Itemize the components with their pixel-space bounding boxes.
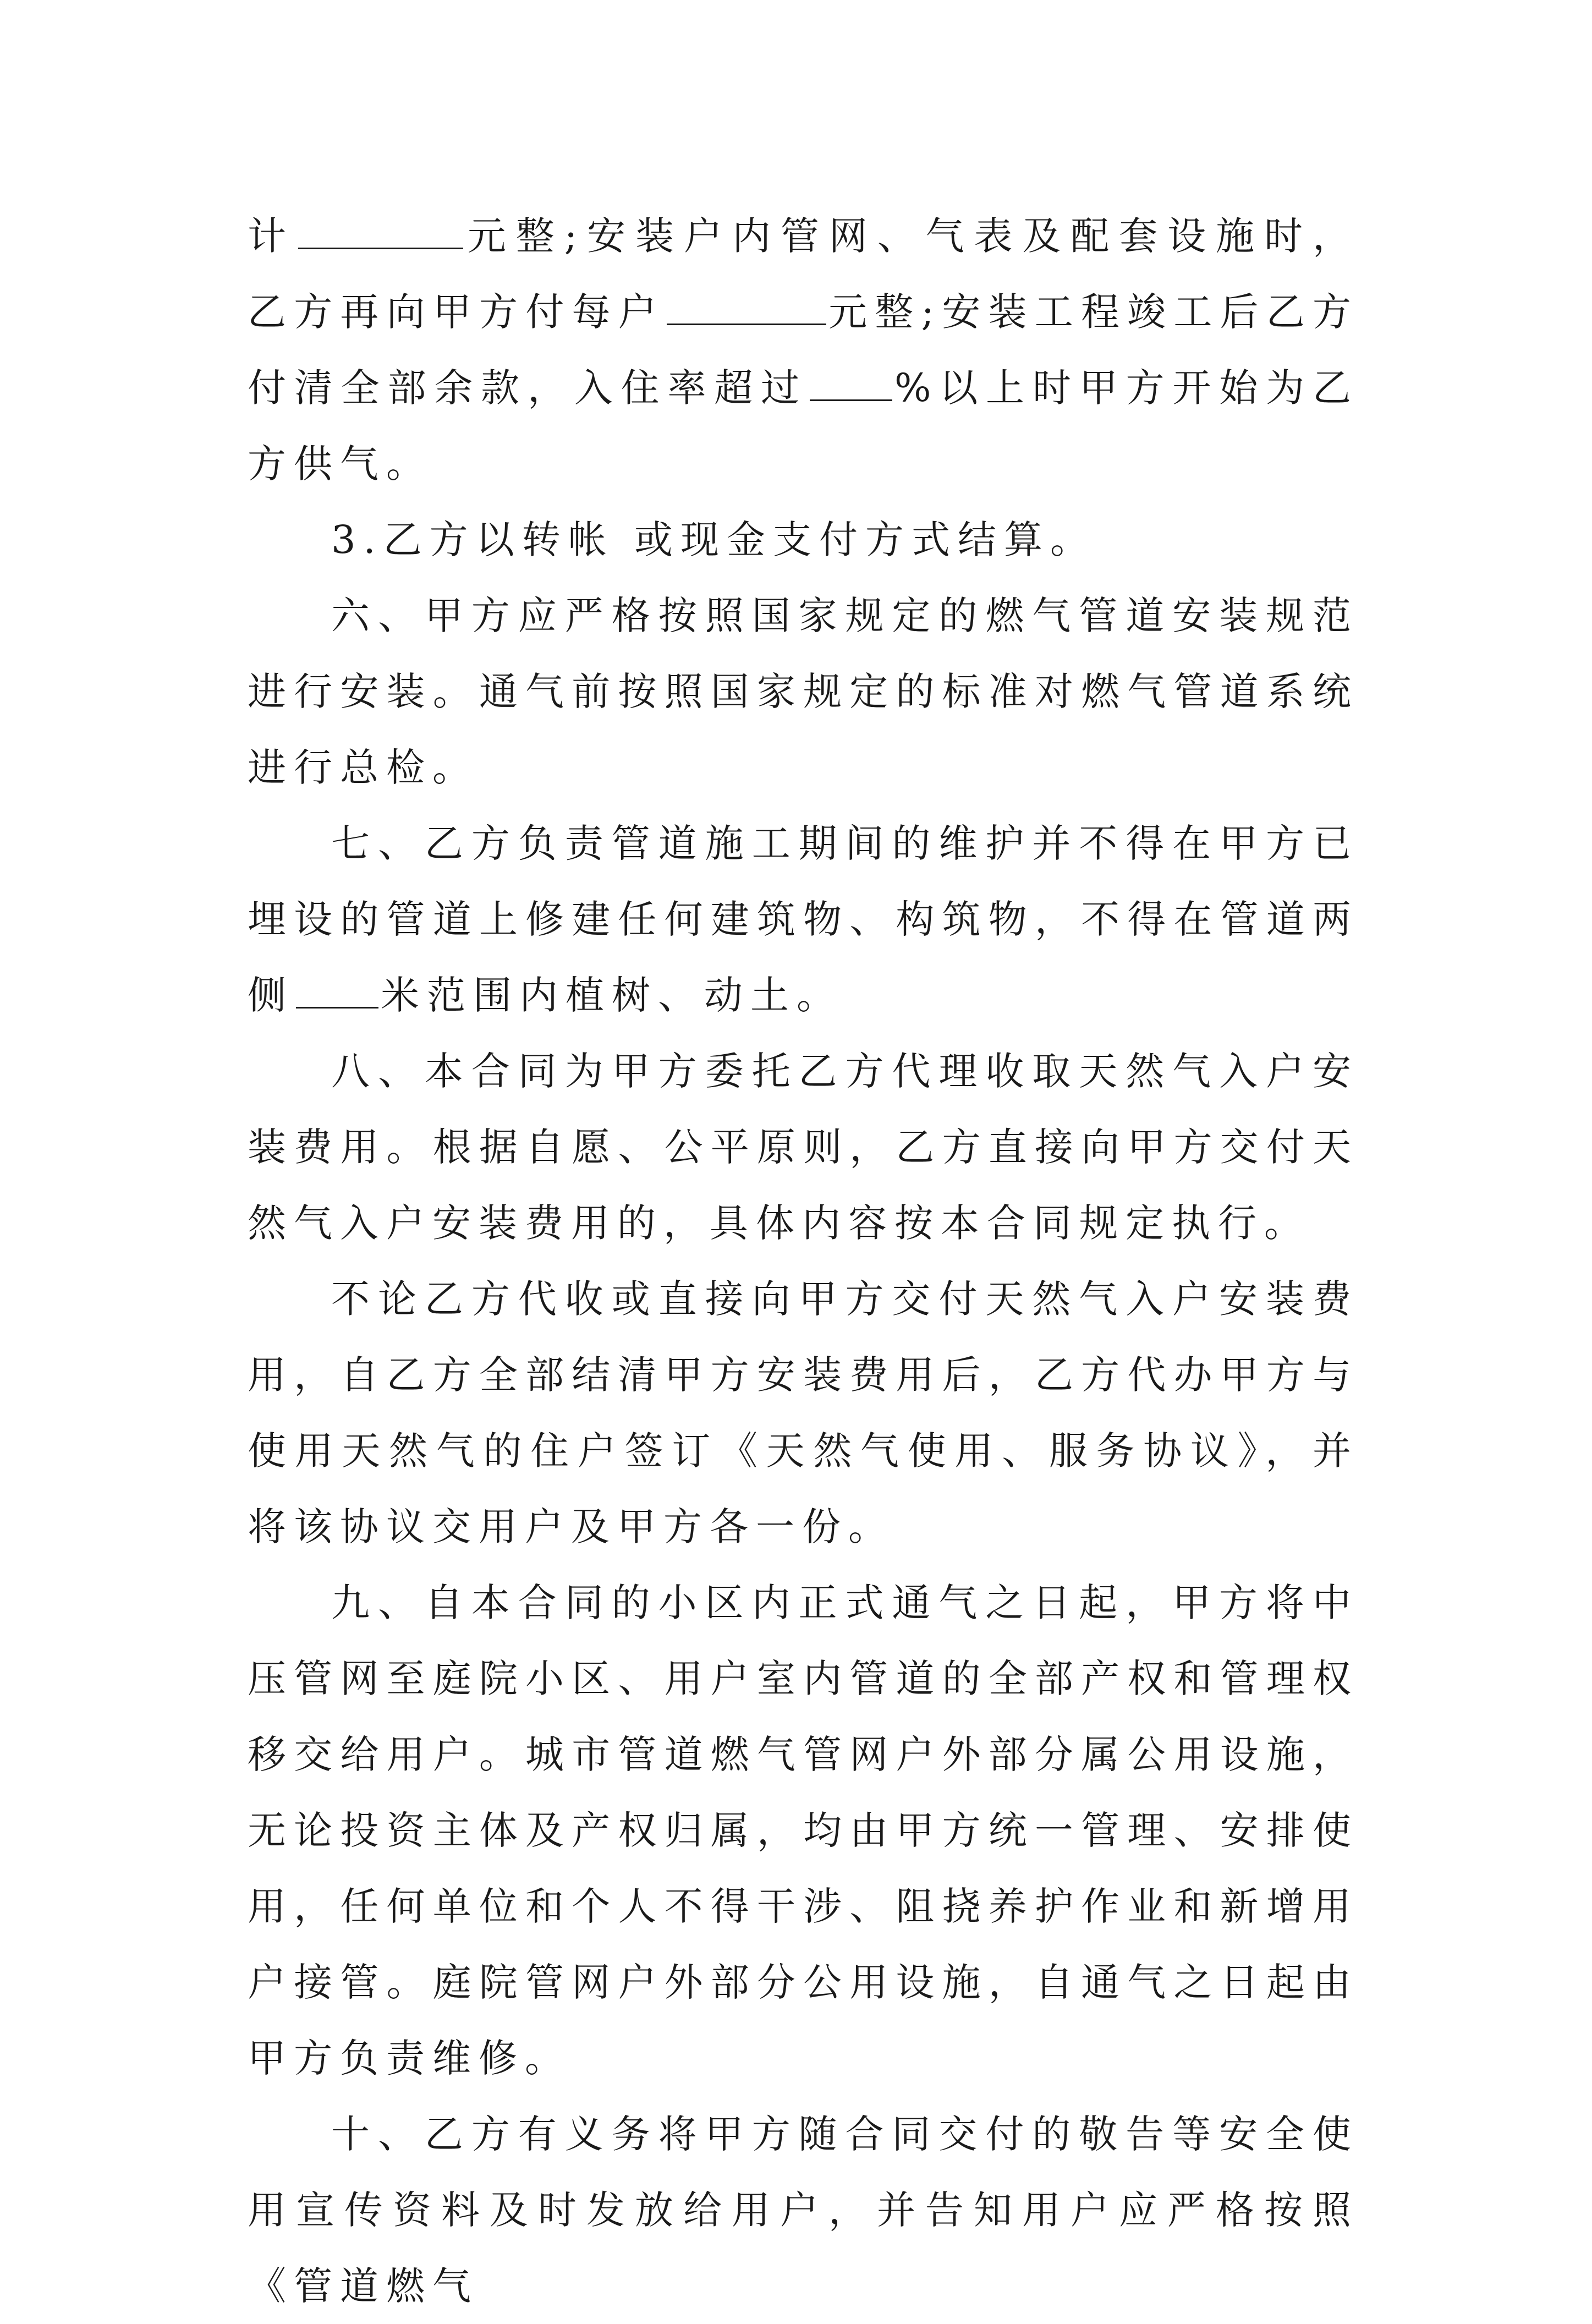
text-segment: 计 bbox=[248, 213, 296, 259]
blank-amount-total bbox=[298, 213, 463, 249]
text-segment: 元整;安装户内管网、气表及配套设施时，乙方再向甲方付每户 bbox=[248, 213, 1359, 335]
paragraph-settlement-method: 3.乙方以转帐 或现金支付方式结算。 bbox=[331, 517, 1097, 562]
text-segment: 七、乙方负责管道施工期间的维护并不得在甲方已埋设的管道上修建任何建筑物、构筑物，不得在管道两侧 bbox=[248, 821, 1359, 1018]
blank-amount-per-household bbox=[667, 289, 826, 325]
blank-occupancy-rate bbox=[810, 365, 892, 401]
blank-distance-meters bbox=[296, 973, 378, 1008]
text-segment: 元整;安装工程竣工后乙方付清全部余款，入住率超过 bbox=[248, 289, 1359, 410]
paragraph-clause-10: 十、乙方有义务将甲方随合同交付的敬告等安全使用宣传资料及时发放给用户，并告知用户应严格按照《管道燃气 bbox=[248, 2112, 1359, 2309]
document-body bbox=[248, 198, 1359, 2324]
paragraph-clause-7 bbox=[248, 805, 1359, 1033]
text-segment: 米范围内植树、动土。 bbox=[381, 973, 843, 1018]
paragraph-clause-6: 六、甲方应严格按照国家规定的燃气管道安装规范进行安装。通气前按照国家规定的标准对燃气管道系统进行总检。 bbox=[248, 593, 1359, 790]
paragraph-clause-9: 九、自本合同的小区内正式通气之日起，甲方将中压管网至庭院小区、用户室内管道的全部产权和管理权移交给用户。城市管道燃气管网户外部分属公用设施，无论投资主体及产权归属，均由甲方统一管理、安排使用，任何单位和个人不得干涉、阻挠养护作业和新增用户接管。庭院管网户外部分公用设施，自通气之日起由甲方负责维修。 bbox=[248, 1580, 1359, 2081]
text-segment: %以上时甲方开始为乙方供气。 bbox=[248, 365, 1359, 486]
paragraph-clause-8-continued: 不论乙方代收或直接向甲方交付天然气入户安装费用，自乙方全部结清甲方安装费用后，乙方代办甲方与使用天然气的住户签订《天然气使用、服务协议》，并将该协议交用户及甲方各一份。 bbox=[248, 1276, 1359, 1549]
paragraph-payment-terms bbox=[248, 198, 1359, 502]
paragraph-clause-8: 八、本合同为甲方委托乙方代理收取天然气入户安装费用。根据自愿、公平原则，乙方直接向甲方交付天然气入户安装费用的，具体内容按本合同规定执行。 bbox=[248, 1049, 1359, 1246]
